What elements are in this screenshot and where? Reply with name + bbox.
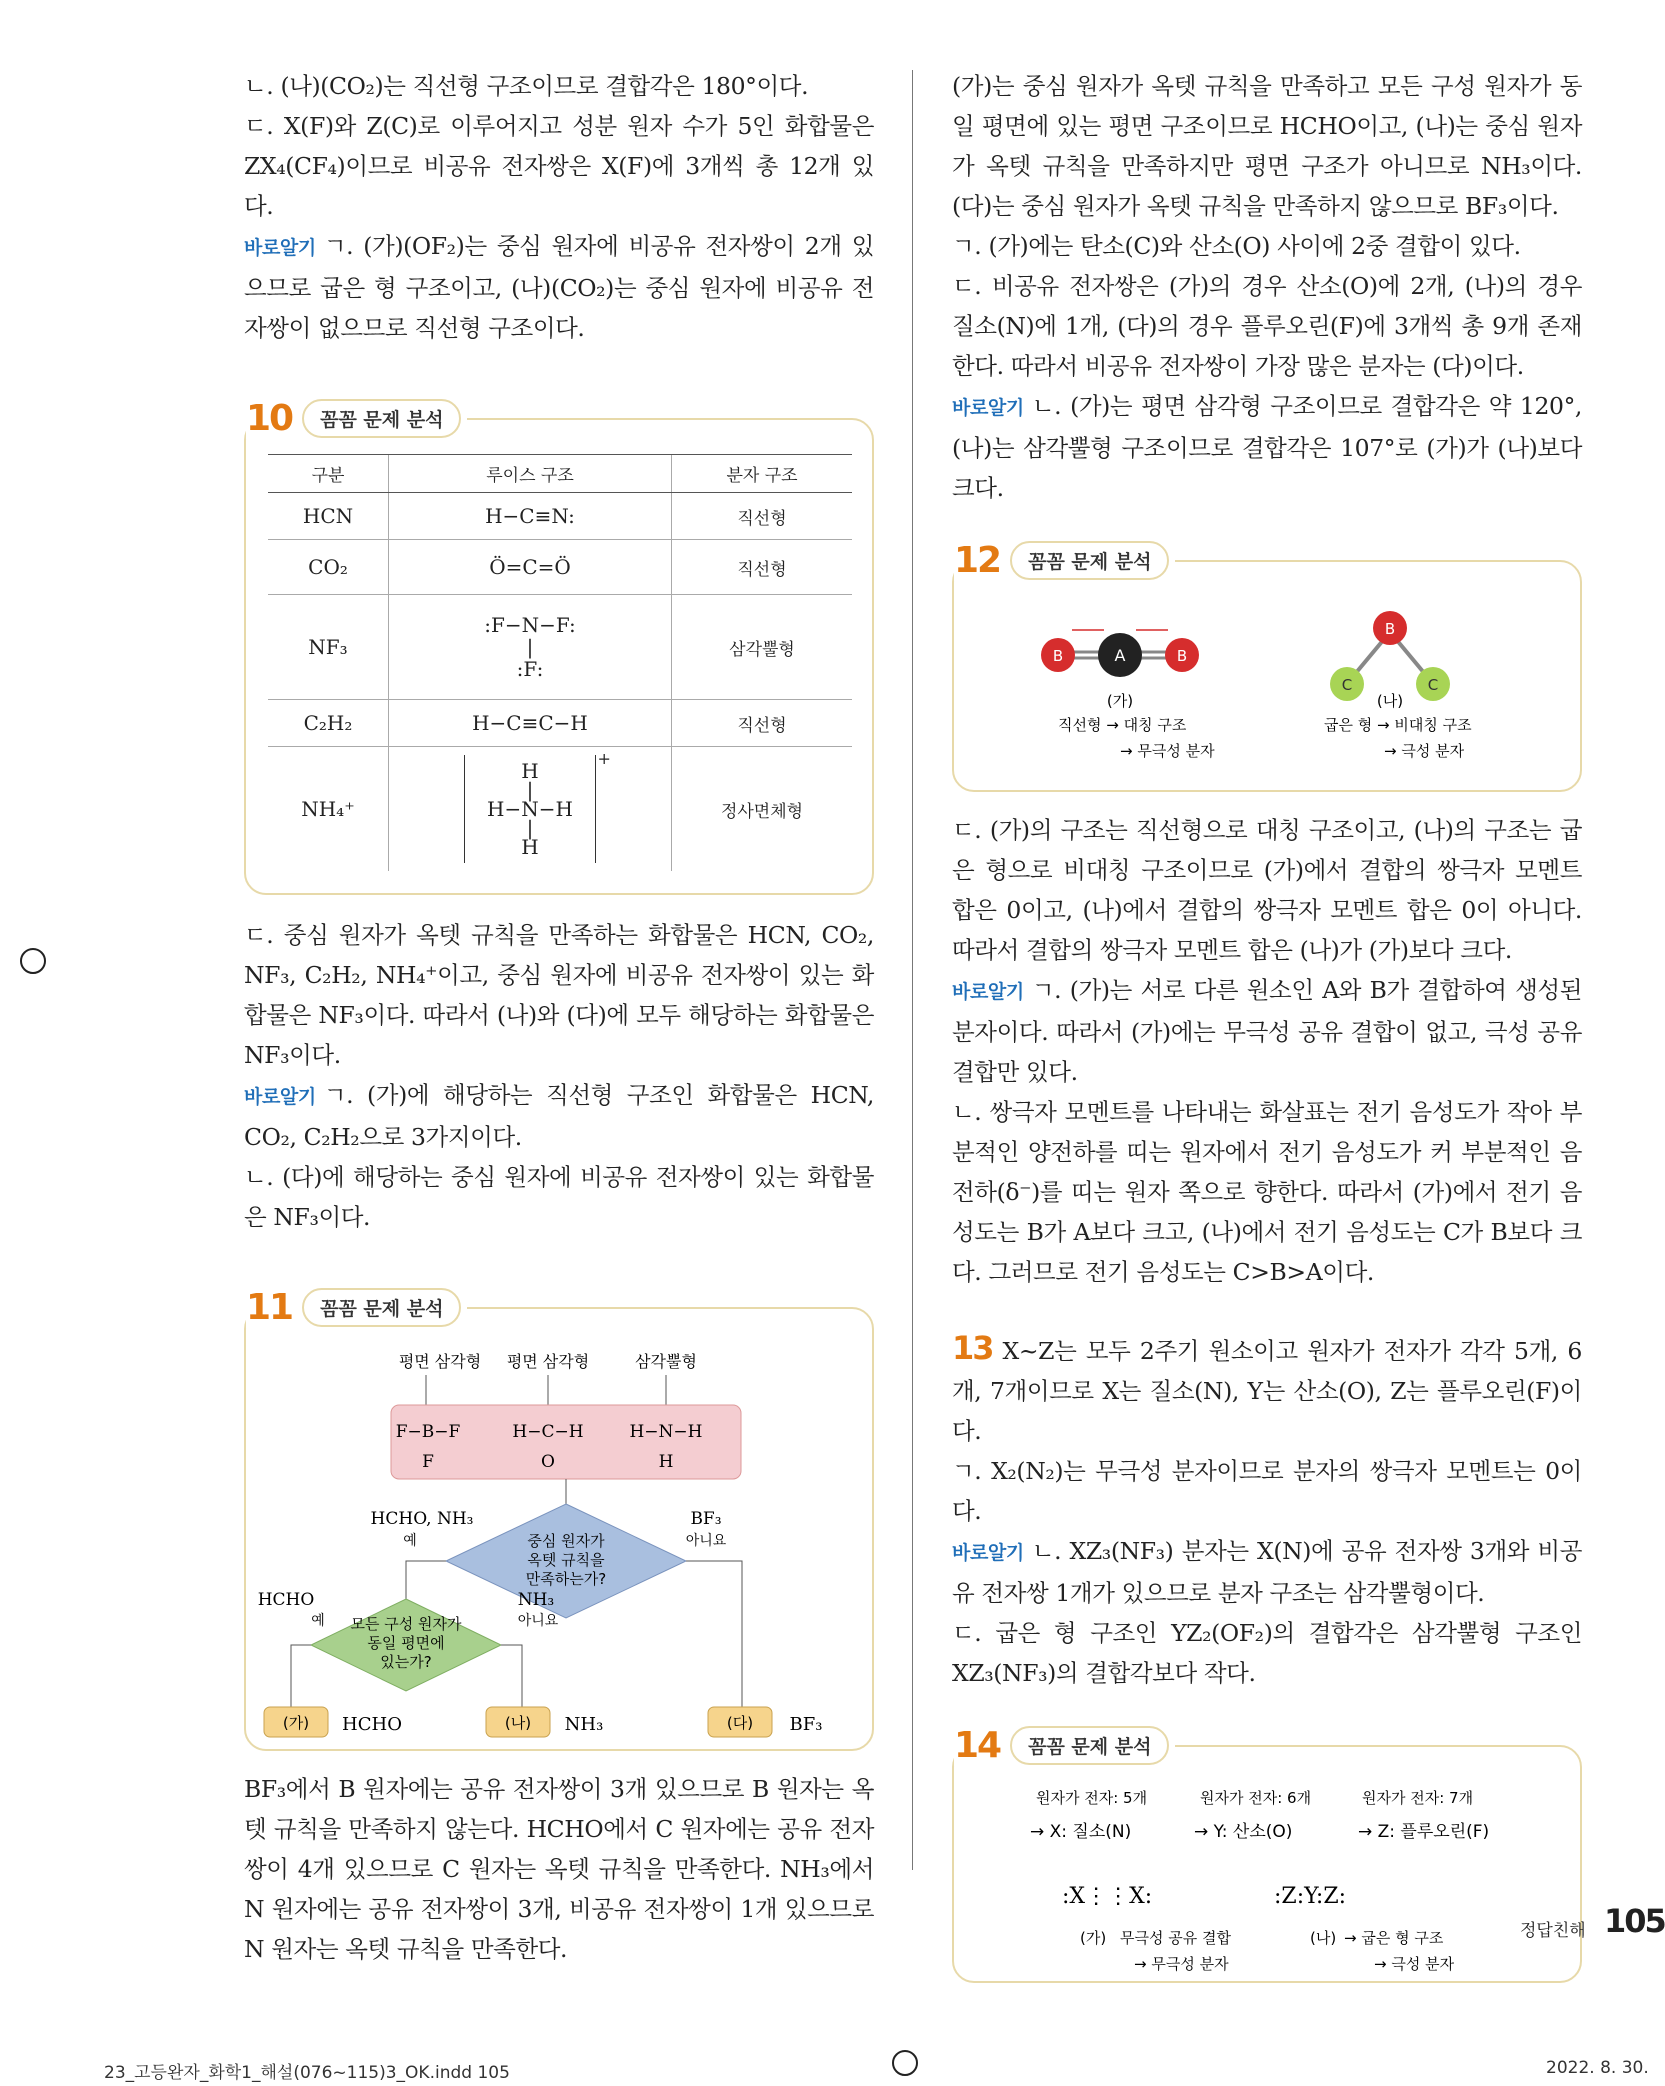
q14-box: 14 꼼꼼 문제 분석 원자가 전자: 5개 원자가 전자: 6개 원자가 전자: 7개 → X: 질소(N) → Y: 산소(O) → Z: 플루오린(F) :X⋮⋮X: :Z:Y:Z: (가) 무극성 공유 결합 → 무극성 분자 (나) → 굽은 형 구조 → 극성 분자 xyxy=(952,1745,1582,1983)
svg-text:B: B xyxy=(1384,620,1396,638)
svg-text::X⋮⋮X:: :X⋮⋮X: xyxy=(1062,1884,1153,1909)
svg-text:H: H xyxy=(658,1452,674,1472)
q12-box: 12 꼼꼼 문제 분석 B A B B C C (가) (나) 직선형 → 대칭 구조 → 무극성 분자 굽은 형 → 비대칭 구조 → 극성 분자 xyxy=(952,560,1582,792)
svg-text:→ X: 질소(N): → X: 질소(N) xyxy=(1030,1822,1132,1842)
svg-text:중심 원자가: 중심 원자가 xyxy=(527,1532,605,1550)
right-p11: ㄷ. 굽은 형 구조인 YZ₂(OF₂)의 결합각은 삼각뿔형 구조인 XZ₃(NF₃)의 결합각보다 작다. xyxy=(952,1619,1582,1687)
table-row: NH₄⁺ H | H−N−H | H + 정사면체형 xyxy=(268,747,852,872)
file-info: 23_고등완자_화학1_해설(076~115)3_OK.indd 105 xyxy=(104,2063,510,2083)
table-row: NF₃ :F−N−F: | :F: 삼각뿔형 xyxy=(268,595,852,700)
right-p2: ㄱ. (가)에는 탄소(C)와 산소(O) 사이에 2중 결합이 있다. xyxy=(952,232,1521,260)
svg-text:NH₃: NH₃ xyxy=(564,1714,604,1735)
right-column xyxy=(952,66,1582,1997)
left-p1: ㄴ. (나)(CO₂)는 직선형 구조이므로 결합각은 180°이다. xyxy=(244,72,809,100)
svg-text:(나): (나) xyxy=(1310,1929,1337,1947)
registration-mark xyxy=(20,948,46,974)
q10-title: 꼼꼼 문제 분석 xyxy=(302,399,461,438)
svg-text:→ Y: 산소(O): → Y: 산소(O) xyxy=(1194,1822,1293,1842)
table-row: CO₂ Ö=C=Ö 직선형 xyxy=(268,540,852,595)
svg-text:무극성 공유 결합: 무극성 공유 결합 xyxy=(1120,1929,1231,1947)
column-divider xyxy=(912,70,913,1870)
left-p4: ㄷ. 중심 원자가 옥텟 규칙을 만족하는 화합물은 HCN, CO₂, NF₃, C₂H₂, NH₄⁺이고, 중심 원자에 비공유 전자쌍이 있는 화합물은 NF₃이다. 따라서 (나)와 (다)에 모두 해당하는 화합물은 NF₃이다. xyxy=(244,921,874,1069)
svg-text:F−B−F: F−B−F xyxy=(395,1422,461,1442)
svg-text:HCHO: HCHO xyxy=(257,1590,315,1610)
shape-label: 평면 삼각형 xyxy=(398,1352,482,1371)
svg-text:예: 예 xyxy=(403,1533,417,1549)
svg-text:직선형 → 대칭 구조: 직선형 → 대칭 구조 xyxy=(1058,716,1187,734)
svg-text:아니요: 아니요 xyxy=(685,1533,727,1549)
svg-text:→ 무극성 분자: → 무극성 분자 xyxy=(1134,1955,1229,1973)
svg-text:굽은 형 → 비대칭 구조: 굽은 형 → 비대칭 구조 xyxy=(1324,716,1472,734)
table-row: C₂H₂ H−C≡C−H 직선형 xyxy=(268,700,852,747)
q10-header xyxy=(246,398,467,439)
svg-text:(다): (다) xyxy=(726,1714,754,1732)
svg-text:O: O xyxy=(541,1452,555,1472)
svg-text:BF₃: BF₃ xyxy=(789,1714,823,1735)
svg-text:(나): (나) xyxy=(504,1714,532,1732)
q11-box xyxy=(244,1287,874,1751)
svg-text:→ 극성 분자: → 극성 분자 xyxy=(1374,1955,1455,1973)
right-p5: ㄷ. (가)의 구조는 직선형으로 대칭 구조이고, (나)의 구조는 굽은 형으로 비대칭 구조이므로 (가)에서 결합의 쌍극자 모멘트 합은 0이고, (나)에서 결합의 쌍극자 모멘트 합은 0이 아니다. 따라서 결합의 쌍극자 모멘트 합은 (나)가 (가)보다 크다. xyxy=(952,816,1582,964)
svg-text:(나): (나) xyxy=(1376,692,1404,710)
right-p7: ㄴ. 쌍극자 모멘트를 나타내는 화살표는 전기 음성도가 작아 부분적인 양전하를 띠는 원자에서 전기 음성도가 커 부분적인 음전하(δ⁻)를 띠는 원자 쪽으로 향한다. 따라서 (가)에서 전기 음성도는 B가 A보다 크고, (나)에서 전기 음성도는 C가 B보다 크다. 그러므로 전기 음성도는 C>B>A이다. xyxy=(952,1098,1582,1286)
svg-text:B: B xyxy=(1176,647,1188,665)
nf3-bond: | xyxy=(526,635,534,659)
q10-box xyxy=(244,398,874,895)
right-p8: 13 X~Z는 모두 2주기 원소이고 원자가 전자가 각각 5개, 6개, 7개이므로 X는 질소(N), Y는 산소(O), Z는 플루오린(F)이다. xyxy=(952,1329,1582,1445)
svg-text:C: C xyxy=(1427,676,1439,694)
svg-text:→ 굽은 형 구조: → 굽은 형 구조 xyxy=(1344,1929,1444,1947)
svg-text:원자가 전자: 7개: 원자가 전자: 7개 xyxy=(1362,1789,1474,1807)
th-category: 구분 xyxy=(268,455,389,493)
svg-text:동일 평면에: 동일 평면에 xyxy=(367,1634,445,1652)
baro-tag: 바로알기 xyxy=(244,237,316,259)
svg-text:A: A xyxy=(1114,646,1126,665)
left-column xyxy=(244,66,874,1969)
svg-text:만족하는가?: 만족하는가? xyxy=(525,1570,607,1588)
svg-text:원자가 전자: 5개: 원자가 전자: 5개 xyxy=(1036,1789,1148,1807)
lewis-table xyxy=(268,454,852,871)
left-p2: ㄷ. X(F)와 Z(C)로 이루어지고 성분 원자 수가 5인 화합물은 ZX₄(CF₄)이므로 비공유 전자쌍은 X(F)에 3개씩 총 12개 있다. xyxy=(244,112,874,220)
svg-text:→ 무극성 분자: → 무극성 분자 xyxy=(1120,742,1215,760)
left-p3: 바로알기 ㄱ. (가)(OF₂)는 중심 원자에 비공유 전자쌍이 2개 있으므로 굽은 형 구조이고, (나)(CO₂)는 중심 원자에 비공유 전자쌍이 없으므로 직선형 구조이다. xyxy=(244,232,874,342)
nh4-h-top: H xyxy=(521,759,539,783)
svg-text:NH₃: NH₃ xyxy=(517,1590,555,1610)
svg-text:C: C xyxy=(1341,676,1353,694)
q10-number: 10 xyxy=(246,398,293,439)
lewis-diagram xyxy=(954,1747,1580,1981)
svg-text:H−N−H: H−N−H xyxy=(629,1422,703,1442)
right-p4: 바로알기 ㄴ. (가)는 평면 삼각형 구조이므로 결합각은 약 120°, (나)는 삼각뿔형 구조이므로 결합각은 107°로 (가)가 (나)보다 크다. xyxy=(952,392,1582,502)
svg-text:아니요: 아니요 xyxy=(517,1613,559,1629)
svg-text:HCHO, NH₃: HCHO, NH₃ xyxy=(370,1509,474,1529)
shape-label: 평면 삼각형 xyxy=(506,1352,590,1371)
svg-text:(가): (가) xyxy=(282,1714,310,1732)
right-p1: (가)는 중심 원자가 옥텟 규칙을 만족하고 모든 구성 원자가 동일 평면에 있는 평면 구조이므로 HCHO이고, (나)는 중심 원자가 옥텟 규칙을 만족하지만 평면 구조가 아니므로 NH₃이다. (다)는 중심 원자가 옥텟 규칙을 만족하지 않으므로 BF₃이다. xyxy=(952,72,1582,220)
svg-text:B: B xyxy=(1052,647,1064,665)
print-date: 2022. 8. 30. xyxy=(1546,2058,1649,2078)
svg-text:H−C−H: H−C−H xyxy=(512,1422,584,1442)
page-number: 105 xyxy=(1604,1902,1665,1940)
th-lewis: 루이스 구조 xyxy=(389,455,672,493)
svg-text:모든 구성 원자가: 모든 구성 원자가 xyxy=(350,1615,462,1633)
svg-text::Z:Y:Z:: :Z:Y:Z: xyxy=(1274,1884,1347,1909)
nf3-f: :F: xyxy=(516,657,544,681)
svg-text:(가): (가) xyxy=(1080,1929,1107,1947)
svg-text:→ Z: 플루오린(F): → Z: 플루오린(F) xyxy=(1358,1822,1490,1842)
dipole-diagram xyxy=(954,562,1580,790)
th-shape: 분자 구조 xyxy=(672,455,853,493)
svg-text:있는가?: 있는가? xyxy=(380,1653,432,1671)
nh4-h-bottom: H xyxy=(521,835,539,859)
svg-text:옥텟 규칙을: 옥텟 규칙을 xyxy=(527,1551,605,1569)
left-p7: BF₃에서 B 원자에는 공유 전자쌍이 3개 있으므로 B 원자는 옥텟 규칙을 만족하지 않는다. HCHO에서 C 원자에는 공유 전자쌍이 4개 있으므로 C 원자는 옥텟 규칙을 만족한다. NH₃에서 N 원자에는 공유 전자쌍이 3개, 비공유 전자쌍이 1개 있으므로 N 원자는 옥텟 규칙을 만족한다. xyxy=(244,1775,874,1963)
right-p6: 바로알기 ㄱ. (가)는 서로 다른 원소인 A와 B가 결합하여 생성된 분자이다. 따라서 (가)에는 무극성 공유 결합이 없고, 극성 공유 결합만 있다. xyxy=(952,976,1582,1086)
footer-label: 정답친해 xyxy=(1520,1921,1586,1941)
shape-label: 삼각뿔형 xyxy=(635,1352,697,1371)
table-row: HCN H−C≡N: 직선형 xyxy=(268,493,852,540)
svg-text:HCHO: HCHO xyxy=(342,1714,402,1735)
svg-text:원자가 전자: 6개: 원자가 전자: 6개 xyxy=(1200,1789,1312,1807)
left-p5: 바로알기 ㄱ. (가)에 해당하는 직선형 구조인 화합물은 HCN, CO₂, C₂H₂으로 3가지이다. xyxy=(244,1081,874,1151)
svg-text:예: 예 xyxy=(311,1613,325,1629)
registration-mark xyxy=(892,2050,918,2076)
right-p10: 바로알기 ㄴ. XZ₃(NF₃) 분자는 X(N)에 공유 전자쌍 3개와 비공유 전자쌍 1개가 있으므로 분자 구조는 삼각뿔형이다. xyxy=(952,1537,1582,1607)
q11-header: 11 꼼꼼 문제 분석 xyxy=(246,1287,467,1328)
svg-text:F: F xyxy=(422,1452,434,1472)
svg-text:(가): (가) xyxy=(1106,692,1134,710)
flowchart xyxy=(246,1309,872,1749)
right-p3: ㄷ. 비공유 전자쌍은 (가)의 경우 산소(O)에 2개, (나)의 경우 질소(N)에 1개, (다)의 경우 플루오린(F)에 3개씩 총 9개 존재한다. 따라서 비공유 전자쌍이 가장 많은 분자는 (다)이다. xyxy=(952,272,1582,380)
svg-text:→ 극성 분자: → 극성 분자 xyxy=(1384,742,1465,760)
plus-charge: + xyxy=(597,749,611,768)
molecule-box xyxy=(391,1405,741,1479)
svg-text:BF₃: BF₃ xyxy=(690,1509,722,1529)
right-p9: ㄱ. X₂(N₂)는 무극성 분자이므로 분자의 쌍극자 모멘트는 0이다. xyxy=(952,1457,1582,1525)
left-p6: ㄴ. (다)에 해당하는 중심 원자에 비공유 전자쌍이 있는 화합물은 NF₃이다. xyxy=(244,1163,874,1231)
